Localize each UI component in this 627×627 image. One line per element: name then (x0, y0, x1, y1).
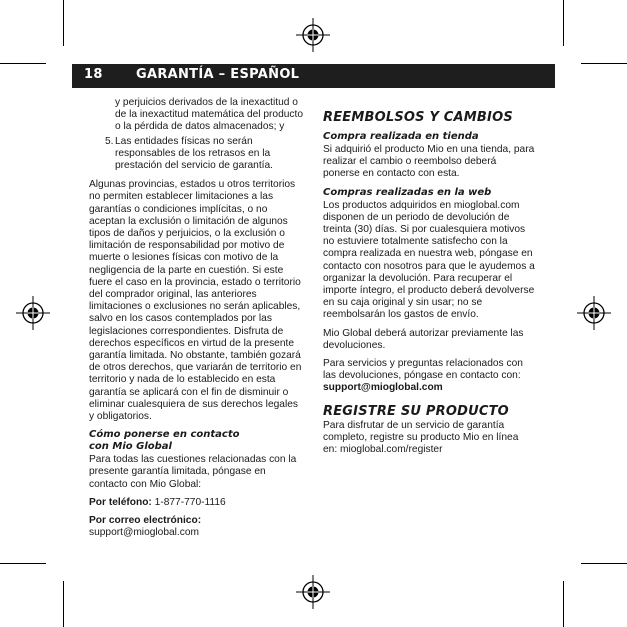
email-label: Por correo electrónico: (89, 515, 202, 527)
authorize-text: Mio Global deberá autorizar previamente las devoluciones. (323, 327, 524, 351)
phone-line (89, 497, 305, 509)
email-line (89, 515, 305, 539)
left-column (89, 97, 305, 540)
registration-mark-icon (16, 296, 50, 330)
phone-label: Por teléfono: (89, 496, 152, 508)
registration-mark-icon (577, 296, 611, 330)
email-value: support@mioglobal.com (89, 527, 200, 539)
registration-mark-icon (296, 18, 330, 52)
service-text: Para servicios y preguntas relacionados con las devoluciones, póngase en contacto con: (323, 358, 523, 382)
service-email: support@mioglobal.com (323, 382, 443, 394)
store-purchase-heading: Compra realizada en tienda (323, 131, 479, 142)
crop-mark (63, 581, 64, 627)
phone-value: 1-877-770-1116 (154, 496, 226, 508)
list-item-text: Las entidades físicas no serán responsables de los retrasos en la prestación del servicio de garantía. (115, 135, 273, 172)
body-paragraph: Algunas provincias, estados u otros territorios no permiten establecer limitaciones a las garantías o condiciones implícitas, o no aceptan la exclusión o limitación de algunos tipos de daños y perjuicios, o la exclusión o limitación de responsabilidad por motivo de muerte o lesiones físicas con motivo de la negligencia de la parte en cuestión. Si este fuere el caso en la provincia, estado o territorio del comprador original, las anteriores limitaciones o exclusiones no serán aplicables, salvo en los casos contemplados por las legislaciones correspondientes. Disfruta de derechos específicos en virtud de la presente garantía limitada. No obstante, también gozará de otros derechos, que variarán de territorio en territorio y nada de lo establecido en esta garantía se aplicará con el fin de disminuir o eliminar cualesquiera de sus derechos legales y obligatorios. (89, 179, 302, 423)
list-number: 5. (105, 135, 114, 147)
register-text: Para disfrutar de un servicio de garantía completo, registre su producto Mio en línea en: mioglobal.com/register (323, 419, 519, 456)
contact-heading: Cómo ponerse en contacto con Mio Global (89, 429, 240, 453)
refunds-heading: REEMBOLSOS Y CAMBIOS (323, 110, 513, 125)
crop-mark (0, 63, 46, 64)
page-title: GARANTÍA – ESPAÑOL (136, 67, 300, 82)
crop-mark (581, 63, 627, 64)
crop-mark (0, 563, 46, 564)
crop-mark (563, 581, 564, 627)
page-header (72, 64, 555, 88)
register-heading: REGISTRE SU PRODUCTO (323, 403, 509, 419)
crop-mark (563, 0, 564, 46)
contact-text: Para todas las cuestiones relacionadas con la presente garantía limitada, póngase en contacto con Mio Global: (89, 454, 297, 490)
store-purchase-text: Si adquirió el producto Mio en una tienda, para realizar el cambio o reembolso deberá ponerse en contacto con esta. (323, 144, 535, 180)
registration-mark-icon (296, 575, 330, 609)
web-purchase-text: Los productos adquiridos en mioglobal.com disponen de un periodo de devolución de treinta (30) días. Si por cualesquiera motivos no estuviere totalmente satisfecho con la compra realizada en nuestra web, póngase en contacto con nosotros para que le ayudemos a organizar la devolución. Para recuperar el importe íntegro, el producto deberá devolverse en su caja original y sin usar; no se reembolsarán los gastos de envío. (323, 199, 535, 321)
list-item (89, 136, 305, 173)
crop-mark (63, 0, 64, 46)
right-column (323, 110, 535, 456)
crop-mark (581, 563, 627, 564)
continued-list-item: y perjuicios derivados de la inexactitud o de la inexactitud matemática del producto o la pérdida de datos almacenados; y (115, 97, 304, 133)
web-purchase-heading: Compras realizadas en la web (323, 186, 492, 198)
page-number: 18 (84, 67, 103, 82)
